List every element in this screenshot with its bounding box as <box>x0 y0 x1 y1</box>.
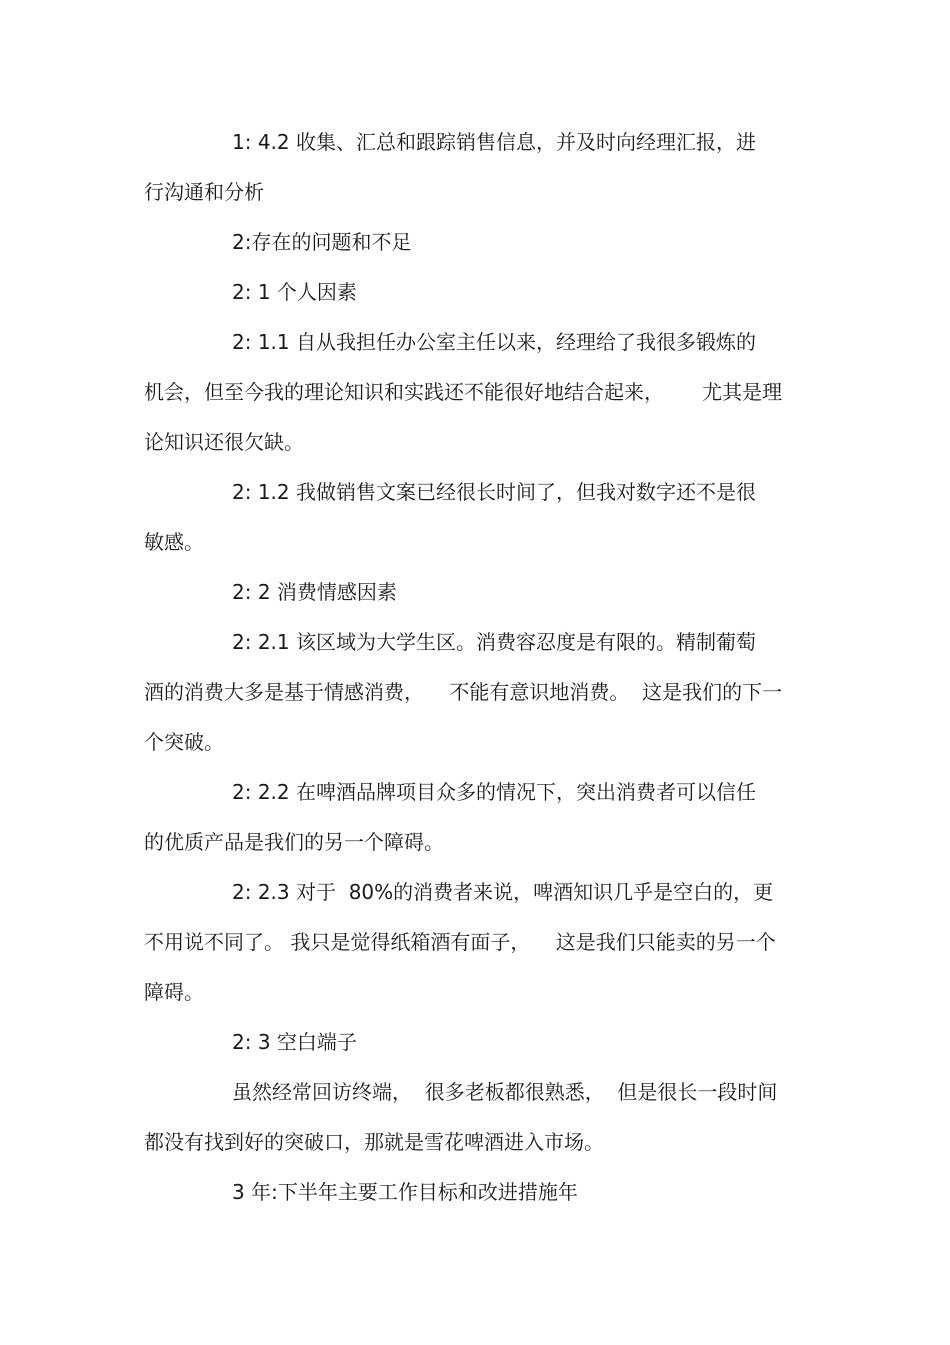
paragraph-line: 个突破。 <box>144 730 224 754</box>
paragraph-line: 2: 1.1 自从我担任办公室主任以来，经理给了我很多锻炼的 <box>232 330 756 354</box>
paragraph-line: 障碍。 <box>144 980 204 1004</box>
paragraph-line: 都没有找到好的突破口，那就是雪花啤酒进入市场。 <box>144 1130 604 1154</box>
subsection-heading: 2: 1 个人因素 <box>232 280 357 304</box>
paragraph-line: 虽然经常回访终端， 很多老板都很熟悉， 但是很长一段时间 <box>232 1080 778 1104</box>
paragraph-line: 2: 2.1 该区域为大学生区。消费容忍度是有限的。精制葡萄 <box>232 630 756 654</box>
paragraph-line: 1: 4.2 收集、汇总和跟踪销售信息，并及时向经理汇报，进 <box>232 130 756 154</box>
paragraph-line: 敏感。 <box>144 530 204 554</box>
paragraph-line: 的优质产品是我们的另一个障碍。 <box>144 830 444 854</box>
paragraph-line: 行沟通和分析 <box>144 180 264 204</box>
paragraph-line: 2: 1.2 我做销售文案已经很长时间了，但我对数字还不是很 <box>232 480 756 504</box>
section-heading: 2:存在的问题和不足 <box>232 230 412 254</box>
subsection-heading: 2: 3 空白端子 <box>232 1030 357 1054</box>
paragraph-line: 论知识还很欠缺。 <box>144 430 304 454</box>
subsection-heading: 2: 2 消费情感因素 <box>232 580 397 604</box>
paragraph-line: 不用说不同了。 我只是觉得纸箱酒有面子， 这是我们只能卖的另一个 <box>144 930 776 954</box>
paragraph-line: 机会，但至今我的理论知识和实践还不能很好地结合起来， 尤其是理 <box>144 380 783 404</box>
section-heading: 3 年:下半年主要工作目标和改进措施年 <box>232 1180 578 1204</box>
paragraph-line: 2: 2.3 对于 80%的消费者来说，啤酒知识几乎是空白的，更 <box>232 880 774 904</box>
paragraph-line: 酒的消费大多是基于情感消费， 不能有意识地消费。 这是我们的下一 <box>144 680 783 704</box>
paragraph-line: 2: 2.2 在啤酒品牌项目众多的情况下，突出消费者可以信任 <box>232 780 756 804</box>
